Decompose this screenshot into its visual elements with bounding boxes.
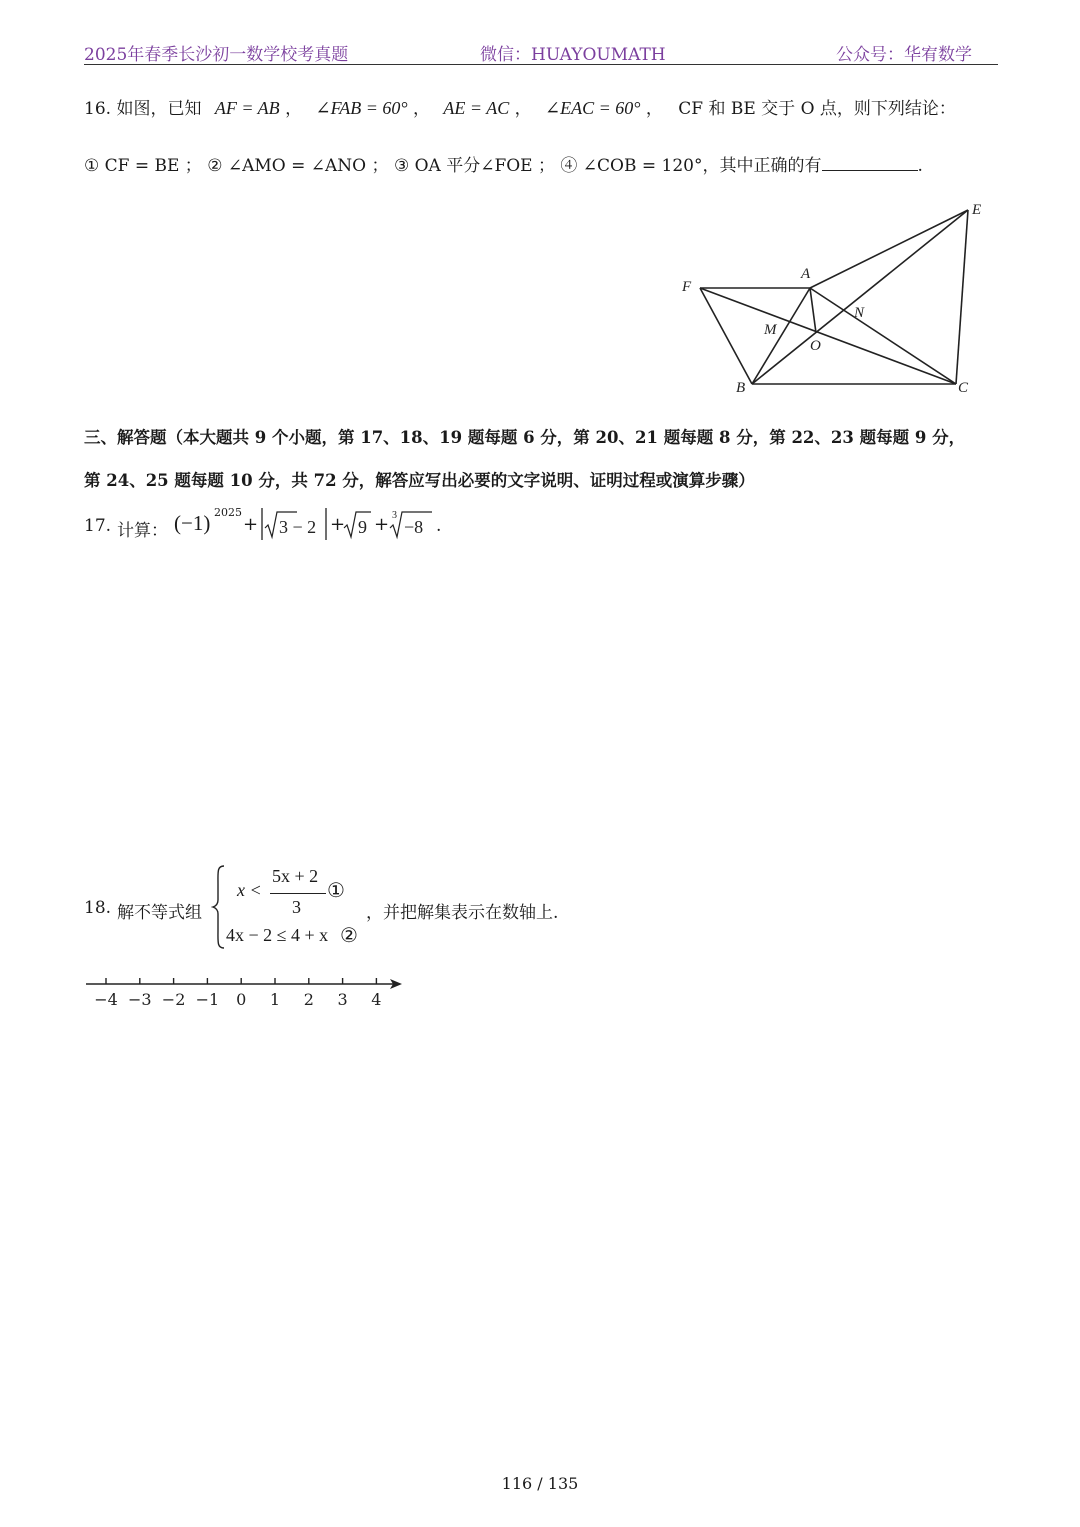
- header-left-title: 2025年春季长沙初一数学校考真题: [84, 45, 349, 65]
- q18-label: 解不等式组: [117, 903, 202, 923]
- segment-fb: [700, 288, 752, 384]
- q16-statement-1: ① CF = BE ；: [84, 156, 202, 176]
- q18-ineq1-numerator: 5x + 2: [272, 866, 319, 886]
- axis-tick-label: 1: [269, 990, 281, 1009]
- q17-sqrt9-inner: 9: [358, 517, 367, 537]
- q18-ineq2: 4x − 2 ≤ 4 + x: [226, 925, 329, 945]
- label-e: E: [972, 202, 982, 218]
- q17-cbrt-inner: −8: [404, 517, 424, 537]
- q18-number-line: [84, 970, 414, 1016]
- q18-fraction-bar: [270, 893, 326, 894]
- q16-number: 16.: [84, 99, 112, 119]
- q17-plus-1: +: [243, 514, 259, 535]
- segment-be: [752, 210, 968, 384]
- q17-abs-inner: 3 − 2: [279, 517, 317, 537]
- q16-figure: [676, 196, 1006, 402]
- label-f: F: [682, 279, 692, 295]
- q16-intro-tail: CF 和 BE 交于 O 点，则下列结论：: [678, 99, 956, 119]
- q18-ineq1-mark: ①: [327, 878, 345, 902]
- q17-base: (−1): [174, 511, 211, 535]
- q17-plus-2: +: [330, 514, 346, 535]
- q17-number: 17.: [84, 516, 112, 536]
- q17-label: 计算：: [117, 521, 168, 541]
- segment-ae: [810, 210, 968, 288]
- q16-answer-blank[interactable]: [822, 154, 918, 171]
- label-o: O: [810, 338, 821, 354]
- q16-cond-af-ab: AF = AB: [214, 98, 280, 118]
- q17-sqrt-9: [343, 506, 373, 542]
- segment-fc: [700, 288, 956, 384]
- q16-cond-angle-fab: ∠FAB = 60°: [315, 98, 408, 118]
- q18-ineq1-denominator: 3: [292, 897, 301, 917]
- q17-end: .: [436, 516, 442, 536]
- axis-tick-label: −1: [195, 990, 220, 1009]
- axis-tick-label: 0: [236, 990, 247, 1009]
- q16-intro: 如图，已知: [116, 99, 202, 119]
- section3-heading-line1: 三、解答题（本大题共 9 个小题，第 17、18、19 题每题 6 分，第 20、21 题每题 8 分，第 22、23 题每题 9 分，: [84, 428, 966, 447]
- q16-line1: 16. 如图，已知 AF = AB ， ∠FAB = 60° ， AE = AC ， ∠EAC = 60° ， CF 和 BE 交于 O 点，则下列结论：: [84, 98, 956, 119]
- axis-tick-label: −2: [161, 990, 186, 1009]
- page-number: 116 / 135: [501, 1474, 579, 1493]
- label-n: N: [854, 305, 865, 321]
- header-divider: [84, 64, 998, 65]
- segment-ao: [810, 288, 816, 333]
- q18-number: 18.: [84, 898, 112, 918]
- segment-ab: [752, 288, 810, 384]
- q18-ineq2-mark: ②: [340, 923, 358, 947]
- q16-statement-2: ② ∠AMO = ∠ANO ；: [207, 156, 389, 176]
- q18-system-brace: [211, 864, 227, 950]
- q17-plus-3: +: [374, 514, 390, 535]
- q16-end: .: [917, 156, 923, 176]
- q16-cond-angle-eac: ∠EAC = 60°: [545, 98, 641, 118]
- label-a: A: [801, 266, 811, 282]
- segment-ac: [810, 288, 956, 384]
- label-b: B: [736, 380, 746, 396]
- label-c: C: [958, 380, 969, 396]
- axis-tick-label: 2: [303, 990, 314, 1009]
- q16-statement-3: ③ OA 平分∠FOE ；: [393, 156, 555, 176]
- q17-exponent: 2025: [214, 506, 242, 519]
- q17-cbrt-neg8: [388, 504, 434, 542]
- axis-tick-label: 3: [337, 990, 348, 1009]
- q17-cbrt-index: 3: [392, 510, 397, 521]
- axis-tick-label: −3: [128, 990, 152, 1009]
- axis-tick-label: 4: [371, 990, 382, 1009]
- label-m: M: [764, 322, 777, 338]
- section3-heading-line2: 第 24、25 题每题 10 分，共 72 分，解答应写出必要的文字说明、证明过程或演算步骤）: [84, 471, 755, 490]
- axis-tick-label: −4: [94, 990, 118, 1009]
- segment-ec: [956, 210, 968, 384]
- header-account: 公众号：华宥数学: [836, 45, 972, 65]
- q16-figure-svg: [676, 196, 1006, 402]
- q16-statement-4: ④ ∠COB = 120°，其中正确的有: [560, 156, 822, 176]
- q16-cond-ae-ac: AE = AC: [443, 98, 510, 118]
- q16-line2: [84, 151, 923, 176]
- q18-ineq1-lhs: x <: [237, 880, 262, 900]
- header-wechat: 微信：HUAYOUMATH: [480, 45, 666, 65]
- q18-tail: ，并把解集表示在数轴上.: [366, 903, 559, 923]
